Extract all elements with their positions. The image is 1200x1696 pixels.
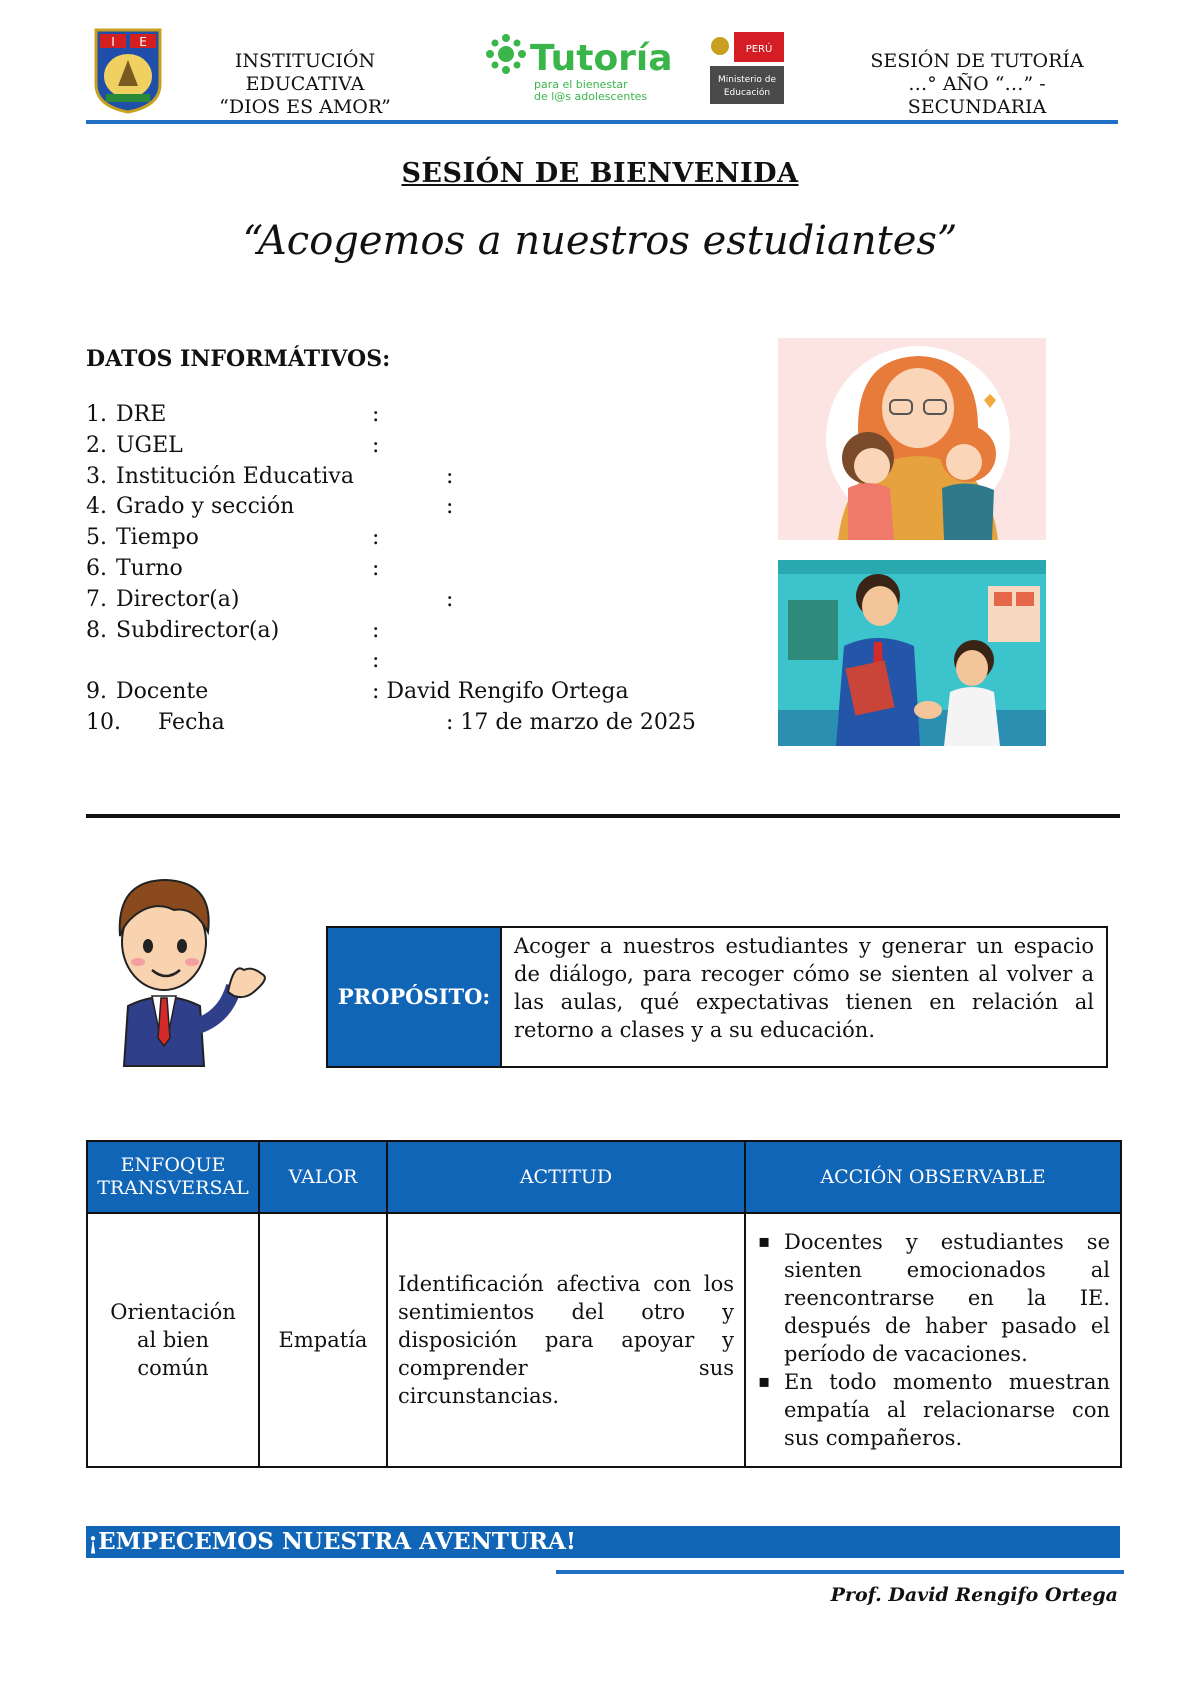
list-item: ▪ En todo momento muestran empatía al relacionarse con sus compañeros. bbox=[784, 1368, 1110, 1452]
tutoria-logo bbox=[484, 32, 673, 106]
proposito-label: PROPÓSITO: bbox=[328, 928, 502, 1066]
teacher-character-illustration bbox=[94, 866, 274, 1066]
school-crest-logo bbox=[92, 26, 164, 114]
enfoque-table bbox=[86, 1140, 1122, 1468]
datos-heading: DATOS INFORMÁTIVOS: bbox=[86, 346, 391, 372]
table-row bbox=[87, 1213, 1121, 1467]
adventure-banner: ¡EMPECEMOS NUESTRA AVENTURA! bbox=[86, 1526, 1120, 1558]
header-enfoque: ENFOQUE TRANSVERSAL bbox=[87, 1141, 259, 1213]
page-subtitle: “Acogemos a nuestros estudiantes” bbox=[242, 218, 958, 264]
header-valor: VALOR bbox=[259, 1141, 387, 1213]
institution-name: INSTITUCIÓN EDUCATIVA “DIOS ES AMOR” bbox=[219, 50, 391, 118]
svg-text:I: I bbox=[111, 35, 115, 49]
svg-text:PERÚ: PERÚ bbox=[745, 44, 773, 55]
table-header-row bbox=[87, 1141, 1121, 1213]
teacher-greeting-student-illustration bbox=[778, 560, 1046, 746]
svg-text:Ministerio de: Ministerio de bbox=[717, 75, 777, 85]
session-header: SESIÓN DE TUTORÍA …° AÑO “…” - SECUNDARIA bbox=[870, 50, 1084, 118]
cell-valor: Empatía bbox=[259, 1213, 387, 1467]
svg-text:Tutoría: Tutoría bbox=[530, 38, 673, 79]
header-actitud: ACTITUD bbox=[387, 1141, 745, 1213]
svg-text:para el bienestar: para el bienestar bbox=[534, 78, 628, 91]
svg-text:de l@s adolescentes: de l@s adolescentes bbox=[534, 90, 648, 103]
cell-enfoque: Orientación al bien común bbox=[87, 1213, 259, 1467]
list-item: ▪ Docentes y estudiantes se sienten emocionados al reencontrarse en la IE. después de haber pasado el período de vacaciones. bbox=[784, 1228, 1110, 1368]
ministerio-educacion-logo bbox=[706, 26, 786, 106]
svg-text:E: E bbox=[139, 35, 147, 49]
cell-acciones bbox=[745, 1213, 1121, 1467]
teacher-hugging-children-illustration bbox=[778, 338, 1046, 540]
footer-divider bbox=[556, 1570, 1124, 1574]
header-divider bbox=[86, 120, 1118, 124]
svg-text:Educación: Educación bbox=[723, 88, 771, 98]
page-title: SESIÓN DE BIENVENIDA bbox=[401, 158, 799, 189]
cell-actitud: Identificación afectiva con los sentimientos del otro y disposición para apoyar y comprender sus circunstancias. bbox=[387, 1213, 745, 1467]
proposito-box bbox=[326, 926, 1108, 1068]
footer-author: Prof. David Rengifo Ortega bbox=[830, 1584, 1118, 1606]
proposito-text: Acoger a nuestros estudiantes y generar un espacio de diálogo, para recoger cómo se sienten al volver a las aulas, qué expectativas tienen en relación al retorno a clases y a su educación. bbox=[514, 934, 1094, 1042]
section-divider bbox=[86, 814, 1120, 818]
header-accion: ACCIÓN OBSERVABLE bbox=[745, 1141, 1121, 1213]
